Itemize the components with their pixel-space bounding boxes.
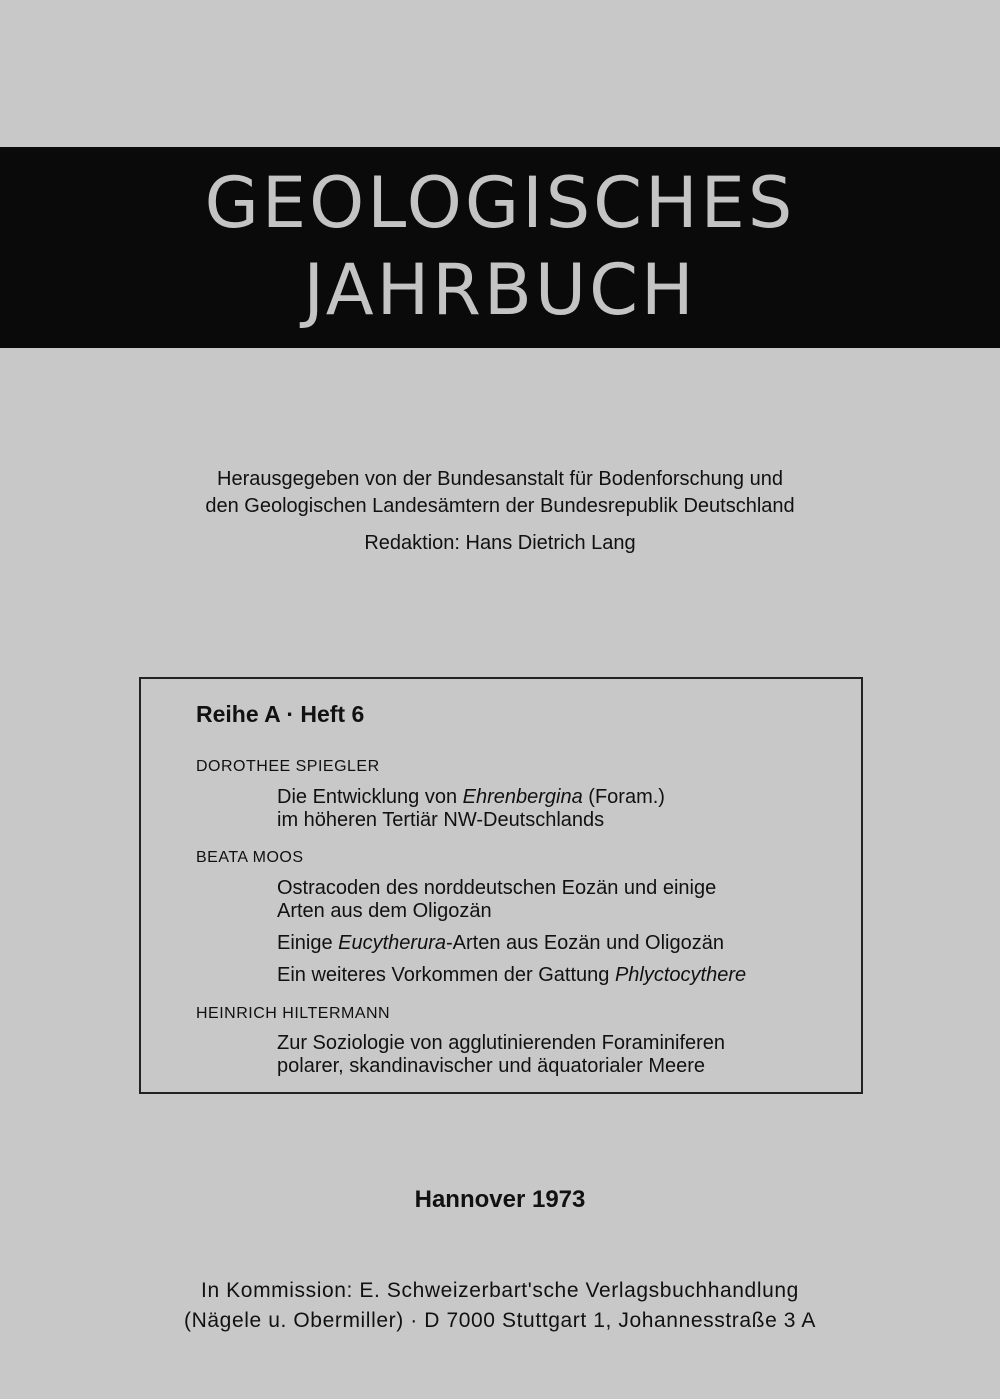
title-text: Einige (277, 932, 339, 954)
article-title (277, 964, 746, 987)
imprint-line1: In Kommission: E. Schweizerbart'sche Verlagsbuchhandlung (201, 1279, 799, 1302)
title-text: im höheren Tertiär NW-Deutschlands (277, 809, 605, 831)
title-text: (Foram.) (582, 786, 665, 808)
taxon-name: Eucytherura (338, 932, 446, 954)
publisher-statement (0, 466, 1000, 520)
editor-line: Redaktion: Hans Dietrich Lang (364, 532, 636, 554)
title-text: -Arten aus Eozän und Oligozän (446, 932, 724, 954)
taxon-name: Ehrenbergina (462, 786, 583, 808)
imprint-line2: (Nägele u. Obermiller) · D 7000 Stuttgart 1, Johannesstraße 3 A (184, 1309, 816, 1332)
journal-title-line1: GEOLOGISCHES (204, 162, 796, 244)
commission-imprint (0, 1276, 1000, 1336)
publisher-line2: den Geologischen Landesämtern der Bundesrepublik Deutschland (205, 495, 795, 517)
taxon-name: Phlyctocythere (614, 964, 747, 986)
article-title (277, 1032, 725, 1078)
article-title (277, 786, 665, 832)
title-text: Ein weiteres Vorkommen der Gattung (277, 964, 615, 986)
title-text: polarer, skandinavischer und äquatorialer Meere (277, 1055, 706, 1077)
journal-title-line2: JAHRBUCH (303, 249, 697, 331)
article-title (277, 932, 724, 955)
place-year: Hannover 1973 (414, 1186, 586, 1213)
article-title (277, 877, 716, 923)
contents-box (139, 677, 863, 1094)
author-name: DOROTHEE SPIEGLER (196, 758, 380, 775)
title-text: Zur Soziologie von agglutinierenden Foraminiferen (277, 1032, 726, 1054)
title-text: Ostracoden des norddeutschen Eozän und einige (277, 877, 717, 899)
title-text: Die Entwicklung von (277, 786, 463, 808)
author-name: HEINRICH HILTERMANN (196, 1005, 391, 1022)
author-name: BEATA MOOS (196, 849, 304, 866)
publisher-line1: Herausgegeben von der Bundesanstalt für Bodenforschung und (217, 468, 783, 490)
title-text: Arten aus dem Oligozän (277, 900, 492, 922)
series-label: Reihe A · Heft 6 (196, 701, 365, 727)
